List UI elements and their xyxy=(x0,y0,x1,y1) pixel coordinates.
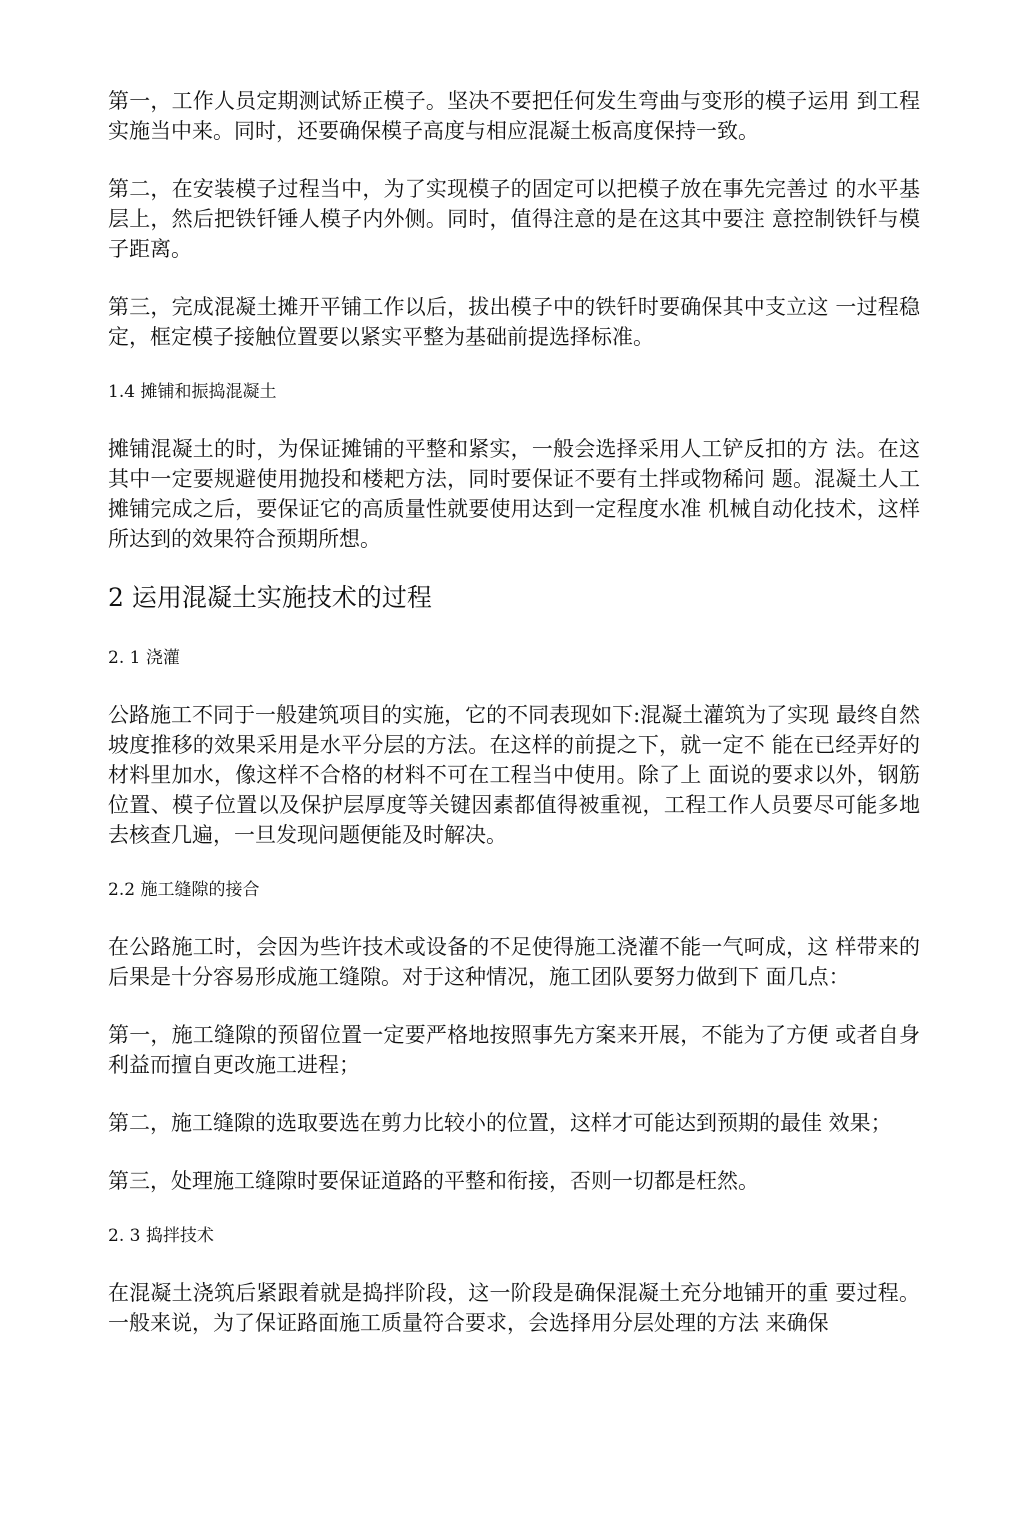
paragraph-2-2-item-1: 第一，施工缝隙的预留位置一定要严格地按照事先方案来开展，不能为了方便 或者自身利益而擅自更改施工进程； xyxy=(108,1023,920,1077)
paragraph-2-3: 在混凝土浇筑后紧跟着就是捣拌阶段，这一阶段是确保混凝土充分地铺开的重 要过程。一般来说，为了保证路面施工质量符合要求，会选择用分层处理的方法 来确保 xyxy=(108,1281,920,1335)
paragraph-2-2-item-3: 第三，处理施工缝隙时要保证道路的平整和衔接，否则一切都是枉然。 xyxy=(108,1169,759,1193)
document-page xyxy=(108,86,920,1366)
paragraph-third: 第三，完成混凝土摊开平铺工作以后，拔出模子中的铁钎时要确保其中支立这 一过程稳定，框定模子接触位置要以紧实平整为基础前提选择标准。 xyxy=(108,295,920,349)
paragraph-2-2-item-2: 第二，施工缝隙的选取要选在剪力比较小的位置，这样才可能达到预期的最佳 效果； xyxy=(108,1111,892,1135)
heading-1-4: 1.4 摊铺和振捣混凝土 xyxy=(108,382,277,402)
paragraph-2-1: 公路施工不同于一般建筑项目的实施，它的不同表现如下:混凝土灌筑为了实现 最终自然坡度推移的效果采用是水平分层的方法。在这样的前提之下，就一定不 能在已经弄好的材料里加水，像这样不合格的材料不可在工程当中使用。除了上 面说的要求以外，钢筋位置、模子位置以及保护层厚度等关键因素都值得被重视，工程工作人员要尽可能多地去核查几遍，一旦发现问题便能及时解决。 xyxy=(108,703,920,847)
paragraph-1-4: 摊铺混凝土的时，为保证摊铺的平整和紧实，一般会选择采用人工铲反扣的方 法。在这其中一定要规避使用抛投和楼耙方法，同时要保证不要有土拌或物稀问 题。混凝土人工摊铺完成之后，要保证它的高质量性就要使用达到一定程度水准 机械自动化技术，这样所达到的效果符合预期所想。 xyxy=(108,437,920,551)
section-2-title: 2 运用混凝土实施技术的过程 xyxy=(108,583,432,612)
heading-2-1: 2. 1 浇灌 xyxy=(108,648,180,668)
paragraph-2-2-intro: 在公路施工时，会因为些许技术或设备的不足使得施工浇灌不能一气呵成，这 样带来的后果是十分容易形成施工缝隙。对于这种情况，施工团队要努力做到下 面几点： xyxy=(108,935,920,989)
heading-2-3: 2. 3 捣拌技术 xyxy=(108,1226,214,1246)
heading-2-2: 2.2 施工缝隙的接合 xyxy=(108,880,260,900)
paragraph-second: 第二，在安装模子过程当中，为了实现模子的固定可以把模子放在事先完善过 的水平基层上，然后把铁钎锤人模子内外侧。同时，值得注意的是在这其中要注 意控制铁钎与模子距离。 xyxy=(108,177,920,261)
paragraph-first: 第一，工作人员定期测试矫正模子。坚决不要把任何发生弯曲与变形的模子运用 到工程实施当中来。同时，还要确保模子高度与相应混凝土板高度保持一致。 xyxy=(108,89,920,143)
